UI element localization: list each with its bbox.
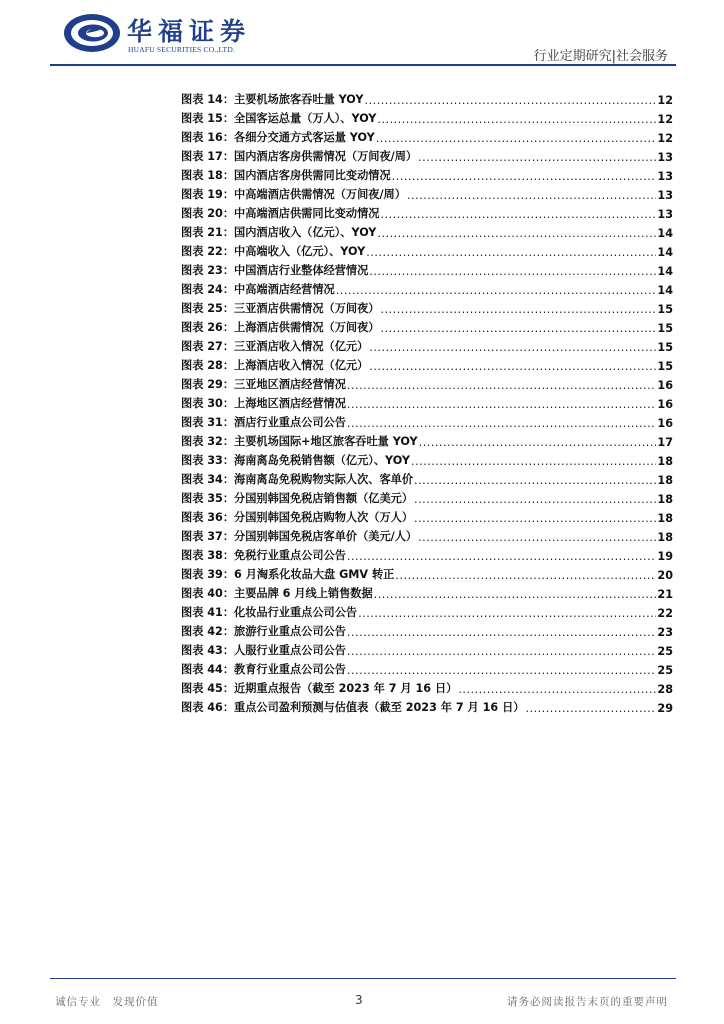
page-number: 3 bbox=[355, 993, 363, 1007]
toc-entry-page: 13 bbox=[657, 189, 673, 202]
toc-entry-label: 图表 31：酒店行业重点公司公告 bbox=[181, 416, 346, 429]
toc-entry-page: 13 bbox=[657, 208, 673, 221]
toc-entry[interactable] bbox=[181, 430, 673, 449]
toc-entry[interactable] bbox=[181, 202, 673, 221]
toc-entry-page: 19 bbox=[657, 550, 673, 563]
toc-entry[interactable] bbox=[181, 221, 673, 240]
toc-entry[interactable] bbox=[181, 183, 673, 202]
toc-entry-label: 图表 27：三亚酒店收入情况（亿元） bbox=[181, 340, 369, 353]
toc-entry[interactable] bbox=[181, 373, 673, 392]
toc-entry[interactable] bbox=[181, 658, 673, 677]
toc-entry[interactable] bbox=[181, 259, 673, 278]
toc-entry[interactable] bbox=[181, 582, 673, 601]
toc-entry-page: 14 bbox=[657, 284, 673, 297]
toc-entry[interactable] bbox=[181, 392, 673, 411]
huafu-logo-icon bbox=[62, 12, 122, 54]
toc-leader-dots bbox=[347, 550, 657, 563]
toc-entry-page: 12 bbox=[657, 132, 673, 145]
toc-leader-dots bbox=[414, 474, 656, 487]
brand-name-en: HUAFU SECURITIES CO.,LTD. bbox=[128, 45, 236, 54]
toc-entry-label: 图表 46：重点公司盈利预测与估值表（截至 2023 年 7 月 16 日） bbox=[181, 701, 525, 714]
toc-leader-dots bbox=[418, 151, 656, 164]
toc-leader-dots bbox=[414, 512, 656, 525]
toc-entry-page: 12 bbox=[657, 113, 673, 126]
toc-leader-dots bbox=[347, 664, 657, 677]
toc-entry-page: 25 bbox=[657, 645, 673, 658]
toc-entry-page: 18 bbox=[657, 474, 673, 487]
toc-entry-page: 16 bbox=[657, 379, 673, 392]
toc-entry-label: 图表 44：教育行业重点公司公告 bbox=[181, 663, 346, 676]
toc-entry-label: 图表 41：化妆品行业重点公司公告 bbox=[181, 606, 358, 619]
toc-entry-label: 图表 37：分国别韩国免税店客单价（美元/人） bbox=[181, 530, 418, 543]
toc-entry[interactable] bbox=[181, 88, 673, 107]
toc-entry[interactable] bbox=[181, 411, 673, 430]
toc-entry-page: 14 bbox=[657, 265, 673, 278]
toc-entry-label: 图表 33：海南离岛免税销售额（亿元）、YOY bbox=[181, 454, 410, 467]
toc-entry-label: 图表 43：人服行业重点公司公告 bbox=[181, 644, 346, 657]
toc-entry[interactable] bbox=[181, 677, 673, 696]
toc-entry-label: 图表 42：旅游行业重点公司公告 bbox=[181, 625, 346, 638]
toc-entry[interactable] bbox=[181, 107, 673, 126]
toc-leader-dots bbox=[380, 303, 656, 316]
toc-entry[interactable] bbox=[181, 335, 673, 354]
toc-entry[interactable] bbox=[181, 487, 673, 506]
toc-leader-dots bbox=[419, 436, 657, 449]
toc-entry-page: 21 bbox=[657, 588, 673, 601]
toc-entry[interactable] bbox=[181, 525, 673, 544]
toc-entry[interactable] bbox=[181, 297, 673, 316]
toc-entry-label: 图表 35：分国别韩国免税店销售额（亿美元） bbox=[181, 492, 414, 505]
toc-entry[interactable] bbox=[181, 240, 673, 259]
toc-leader-dots bbox=[369, 360, 656, 373]
toc-entry-page: 20 bbox=[657, 569, 673, 582]
header-divider bbox=[50, 64, 676, 66]
toc-entry-label: 图表 38：免税行业重点公司公告 bbox=[181, 549, 346, 562]
toc-entry-label: 图表 39：6 月淘系化妆品大盘 GMV 转正 bbox=[181, 568, 395, 581]
toc-leader-dots bbox=[336, 284, 657, 297]
toc-entry-label: 图表 28：上海酒店收入情况（亿元） bbox=[181, 359, 369, 372]
toc-entry-label: 图表 14：主要机场旅客吞吐量 YOY bbox=[181, 93, 364, 106]
footer-divider bbox=[50, 978, 676, 979]
toc-entry-label: 图表 45：近期重点报告（截至 2023 年 7 月 16 日） bbox=[181, 682, 458, 695]
toc-entry-label: 图表 15：全国客运总量（万人）、YOY bbox=[181, 112, 377, 125]
toc-entry[interactable] bbox=[181, 544, 673, 563]
toc-leader-dots bbox=[414, 493, 656, 506]
toc-leader-dots bbox=[347, 626, 657, 639]
toc-entry-page: 18 bbox=[657, 512, 673, 525]
toc-leader-dots bbox=[358, 607, 656, 620]
toc-entry-page: 22 bbox=[657, 607, 673, 620]
toc-leader-dots bbox=[374, 588, 657, 601]
toc-entry-label: 图表 32：主要机场国际+地区旅客吞吐量 YOY bbox=[181, 435, 418, 448]
toc-entry-label: 图表 40：主要品牌 6 月线上销售数据 bbox=[181, 587, 373, 600]
toc-entry-label: 图表 30：上海地区酒店经营情况 bbox=[181, 397, 346, 410]
toc-entry-label: 图表 26：上海酒店供需情况（万间夜） bbox=[181, 321, 380, 334]
toc-leader-dots bbox=[392, 170, 657, 183]
toc-entry[interactable] bbox=[181, 164, 673, 183]
toc-entry[interactable] bbox=[181, 316, 673, 335]
toc-entry[interactable] bbox=[181, 468, 673, 487]
toc-leader-dots bbox=[365, 94, 657, 107]
toc-entry-page: 28 bbox=[657, 683, 673, 696]
toc-entry-label: 图表 24：中高端酒店经营情况 bbox=[181, 283, 335, 296]
toc-leader-dots bbox=[418, 531, 656, 544]
toc-leader-dots bbox=[377, 113, 656, 126]
toc-entry-page: 14 bbox=[657, 246, 673, 259]
toc-entry-label: 图表 25：三亚酒店供需情况（万间夜） bbox=[181, 302, 380, 315]
toc-entry-page: 17 bbox=[657, 436, 673, 449]
toc-leader-dots bbox=[369, 341, 656, 354]
toc-leader-dots bbox=[366, 246, 656, 259]
toc-leader-dots bbox=[525, 702, 656, 715]
toc-entry-page: 18 bbox=[657, 531, 673, 544]
toc-entry-page: 18 bbox=[657, 493, 673, 506]
toc-leader-dots bbox=[411, 455, 656, 468]
toc-entry-page: 15 bbox=[657, 322, 673, 335]
toc-entry-label: 图表 20：中高端酒店供需同比变动情况 bbox=[181, 207, 380, 220]
figure-list bbox=[181, 88, 673, 715]
toc-entry-page: 16 bbox=[657, 398, 673, 411]
toc-entry[interactable] bbox=[181, 620, 673, 639]
toc-entry-label: 图表 16：各细分交通方式客运量 YOY bbox=[181, 131, 375, 144]
brand-name-cn: 华福证券 bbox=[127, 17, 252, 46]
toc-entry[interactable] bbox=[181, 639, 673, 658]
toc-entry-page: 29 bbox=[657, 702, 673, 715]
toc-leader-dots bbox=[347, 398, 657, 411]
page-header bbox=[0, 0, 724, 70]
footer-slogan: 诚信专业 发现价值 bbox=[55, 996, 159, 1008]
toc-entry[interactable] bbox=[181, 354, 673, 373]
toc-leader-dots bbox=[347, 645, 657, 658]
toc-leader-dots bbox=[376, 132, 657, 145]
toc-entry-page: 13 bbox=[657, 151, 673, 164]
footer-disclaimer: 请务必阅读报告末页的重要声明 bbox=[507, 996, 668, 1008]
toc-entry-page: 18 bbox=[657, 455, 673, 468]
toc-entry-page: 15 bbox=[657, 303, 673, 316]
toc-entry-page: 23 bbox=[657, 626, 673, 639]
toc-entry-label: 图表 18：国内酒店客房供需同比变动情况 bbox=[181, 169, 391, 182]
toc-leader-dots bbox=[407, 189, 656, 202]
toc-entry-page: 13 bbox=[657, 170, 673, 183]
toc-entry[interactable] bbox=[181, 506, 673, 525]
toc-leader-dots bbox=[347, 417, 657, 430]
toc-entry-label: 图表 22：中高端收入（亿元）、YOY bbox=[181, 245, 366, 258]
toc-entry-label: 图表 29：三亚地区酒店经营情况 bbox=[181, 378, 346, 391]
toc-entry-label: 图表 19：中高端酒店供需情况（万间夜/周） bbox=[181, 188, 406, 201]
toc-entry[interactable] bbox=[181, 449, 673, 468]
toc-leader-dots bbox=[347, 379, 657, 392]
toc-entry[interactable] bbox=[181, 278, 673, 297]
toc-entry[interactable] bbox=[181, 601, 673, 620]
toc-leader-dots bbox=[380, 208, 656, 221]
toc-entry[interactable] bbox=[181, 563, 673, 582]
toc-leader-dots bbox=[458, 683, 656, 696]
toc-entry-page: 14 bbox=[657, 227, 673, 240]
toc-entry-label: 图表 36：分国别韩国免税店购物人次（万人） bbox=[181, 511, 414, 524]
toc-entry[interactable] bbox=[181, 696, 673, 715]
toc-entry-label: 图表 17：国内酒店客房供需情况（万间夜/周） bbox=[181, 150, 418, 163]
toc-leader-dots bbox=[377, 227, 656, 240]
toc-entry-page: 12 bbox=[657, 94, 673, 107]
toc-entry-label: 图表 23：中国酒店行业整体经营情况 bbox=[181, 264, 369, 277]
toc-leader-dots bbox=[380, 322, 656, 335]
toc-entry-label: 图表 21：国内酒店收入（亿元）、YOY bbox=[181, 226, 377, 239]
toc-entry[interactable] bbox=[181, 145, 673, 164]
toc-entry-page: 16 bbox=[657, 417, 673, 430]
toc-leader-dots bbox=[369, 265, 656, 278]
toc-entry-label: 图表 34：海南离岛免税购物实际人次、客单价 bbox=[181, 473, 414, 486]
report-type: 行业定期研究|社会服务 bbox=[533, 49, 668, 64]
toc-leader-dots bbox=[395, 569, 656, 582]
toc-entry[interactable] bbox=[181, 126, 673, 145]
toc-entry-page: 25 bbox=[657, 664, 673, 677]
toc-entry-page: 15 bbox=[657, 341, 673, 354]
toc-entry-page: 15 bbox=[657, 360, 673, 373]
